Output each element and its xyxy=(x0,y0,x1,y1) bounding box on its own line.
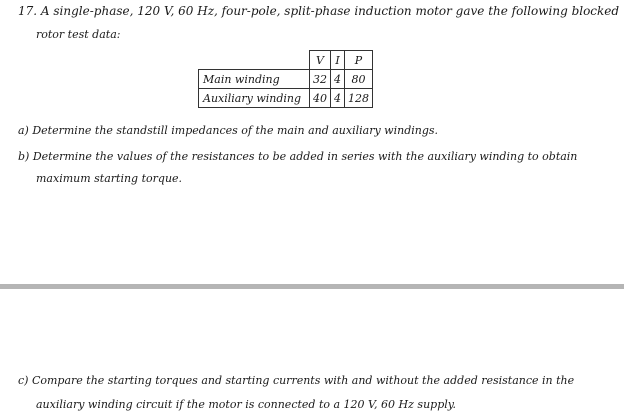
column-header-v: V xyxy=(310,51,331,70)
cell-main-v: 32 xyxy=(310,70,331,89)
table-row-main-winding xyxy=(199,70,373,89)
row-label-main-winding: Main winding xyxy=(199,70,310,89)
problem-intro-line-2: rotor test data: xyxy=(36,28,121,41)
part-b-text-line-2: maximum starting torque. xyxy=(36,172,183,185)
row-label-auxiliary-winding: Auxiliary winding xyxy=(199,89,310,108)
cell-main-i: 4 xyxy=(331,70,345,89)
column-header-i: I xyxy=(331,51,345,70)
cell-aux-v: 40 xyxy=(310,89,331,108)
table-row-auxiliary-winding xyxy=(199,89,373,108)
part-c-text-line-1: c) Compare the starting torques and starting currents with and without the added resistance in the xyxy=(18,374,575,387)
table-corner-cell xyxy=(199,51,310,70)
part-b-text-line-1: b) Determine the values of the resistances to be added in series with the auxiliary winding to obtain xyxy=(18,150,578,163)
part-a-text: a) Determine the standstill impedances of the main and auxiliary windings. xyxy=(18,124,439,137)
part-c-text-line-2: auxiliary winding circuit if the motor is connected to a 120 V, 60 Hz supply. xyxy=(36,398,457,411)
cell-aux-i: 4 xyxy=(331,89,345,108)
problem-intro-line-1: 17. A single-phase, 120 V, 60 Hz, four-pole, split-phase induction motor gave the following blocked xyxy=(18,4,620,18)
cell-aux-p: 128 xyxy=(345,89,373,108)
blocked-rotor-data-table xyxy=(198,50,373,108)
section-divider xyxy=(0,284,624,289)
table-header-row xyxy=(199,51,373,70)
column-header-p: P xyxy=(345,51,373,70)
cell-main-p: 80 xyxy=(345,70,373,89)
